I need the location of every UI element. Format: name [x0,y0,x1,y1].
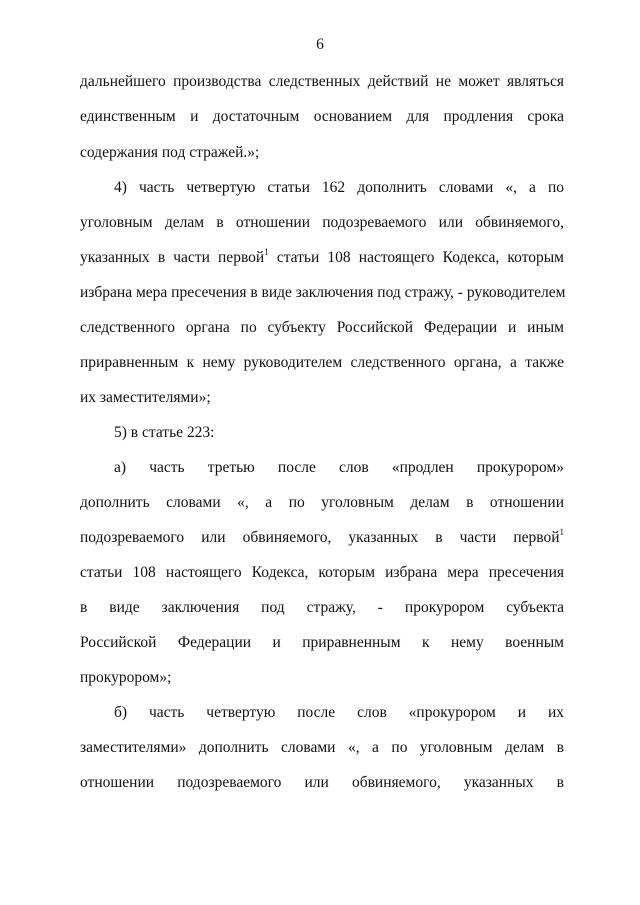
text-line-6-part-b: статьи 108 настоящего Кодекса, которым [268,249,564,266]
text-line-14-text: подозреваемого или обвиняемого, указанных в части первой [80,529,560,546]
text-line-5: уголовным делам в отношении подозреваемого или обвиняемого, [80,214,564,231]
text-line-7: избрана мера пресечения в виде заключения под стражу, - руководителем [80,284,566,301]
text-line-6-part-a: указанных в части первой [80,249,265,266]
text-line-17: Российской Федерации и приравненным к нему военным [80,634,564,651]
text-line-13: дополнить словами «, а по уголовным делам в отношении [80,494,564,511]
superscript-1: 1 [264,247,269,257]
text-line-21: отношении подозреваемого или обвиняемого, указанных в [80,774,564,791]
text-line-20: заместителями» дополнить словами «, а по уголовным делам в [80,739,564,756]
text-line-3: содержания под стражей.»; [80,144,260,161]
text-line-6 [80,247,564,269]
text-line-19: б) часть четвертую после слов «прокурором и их [114,704,564,721]
text-line-9: приравненным к нему руководителем следственного органа, а также [80,354,564,371]
text-line-4: 4) часть четвертую статьи 162 дополнить словами «, а по [114,179,564,196]
page-number: 6 [316,36,324,53]
text-line-18: прокурором»; [80,669,172,686]
text-line-16: в виде заключения под стражу, - прокурором субъекта [80,599,564,616]
text-line-15: статьи 108 настоящего Кодекса, которым избрана мера пресечения [80,564,564,581]
superscript-1: 1 [559,527,564,537]
text-line-2: единственным и достаточным основанием для продления срока [80,108,564,125]
text-line-10: их заместителями»; [80,389,211,406]
text-line-8: следственного органа по субъекту Российской Федерации и иным [80,319,564,336]
text-line-12: а) часть третью после слов «продлен прокурором» [114,459,564,476]
text-line-11: 5) в статье 223: [114,424,215,441]
text-line-1: дальнейшего производства следственных действий не может являться [80,73,564,90]
text-line-14 [80,527,564,549]
